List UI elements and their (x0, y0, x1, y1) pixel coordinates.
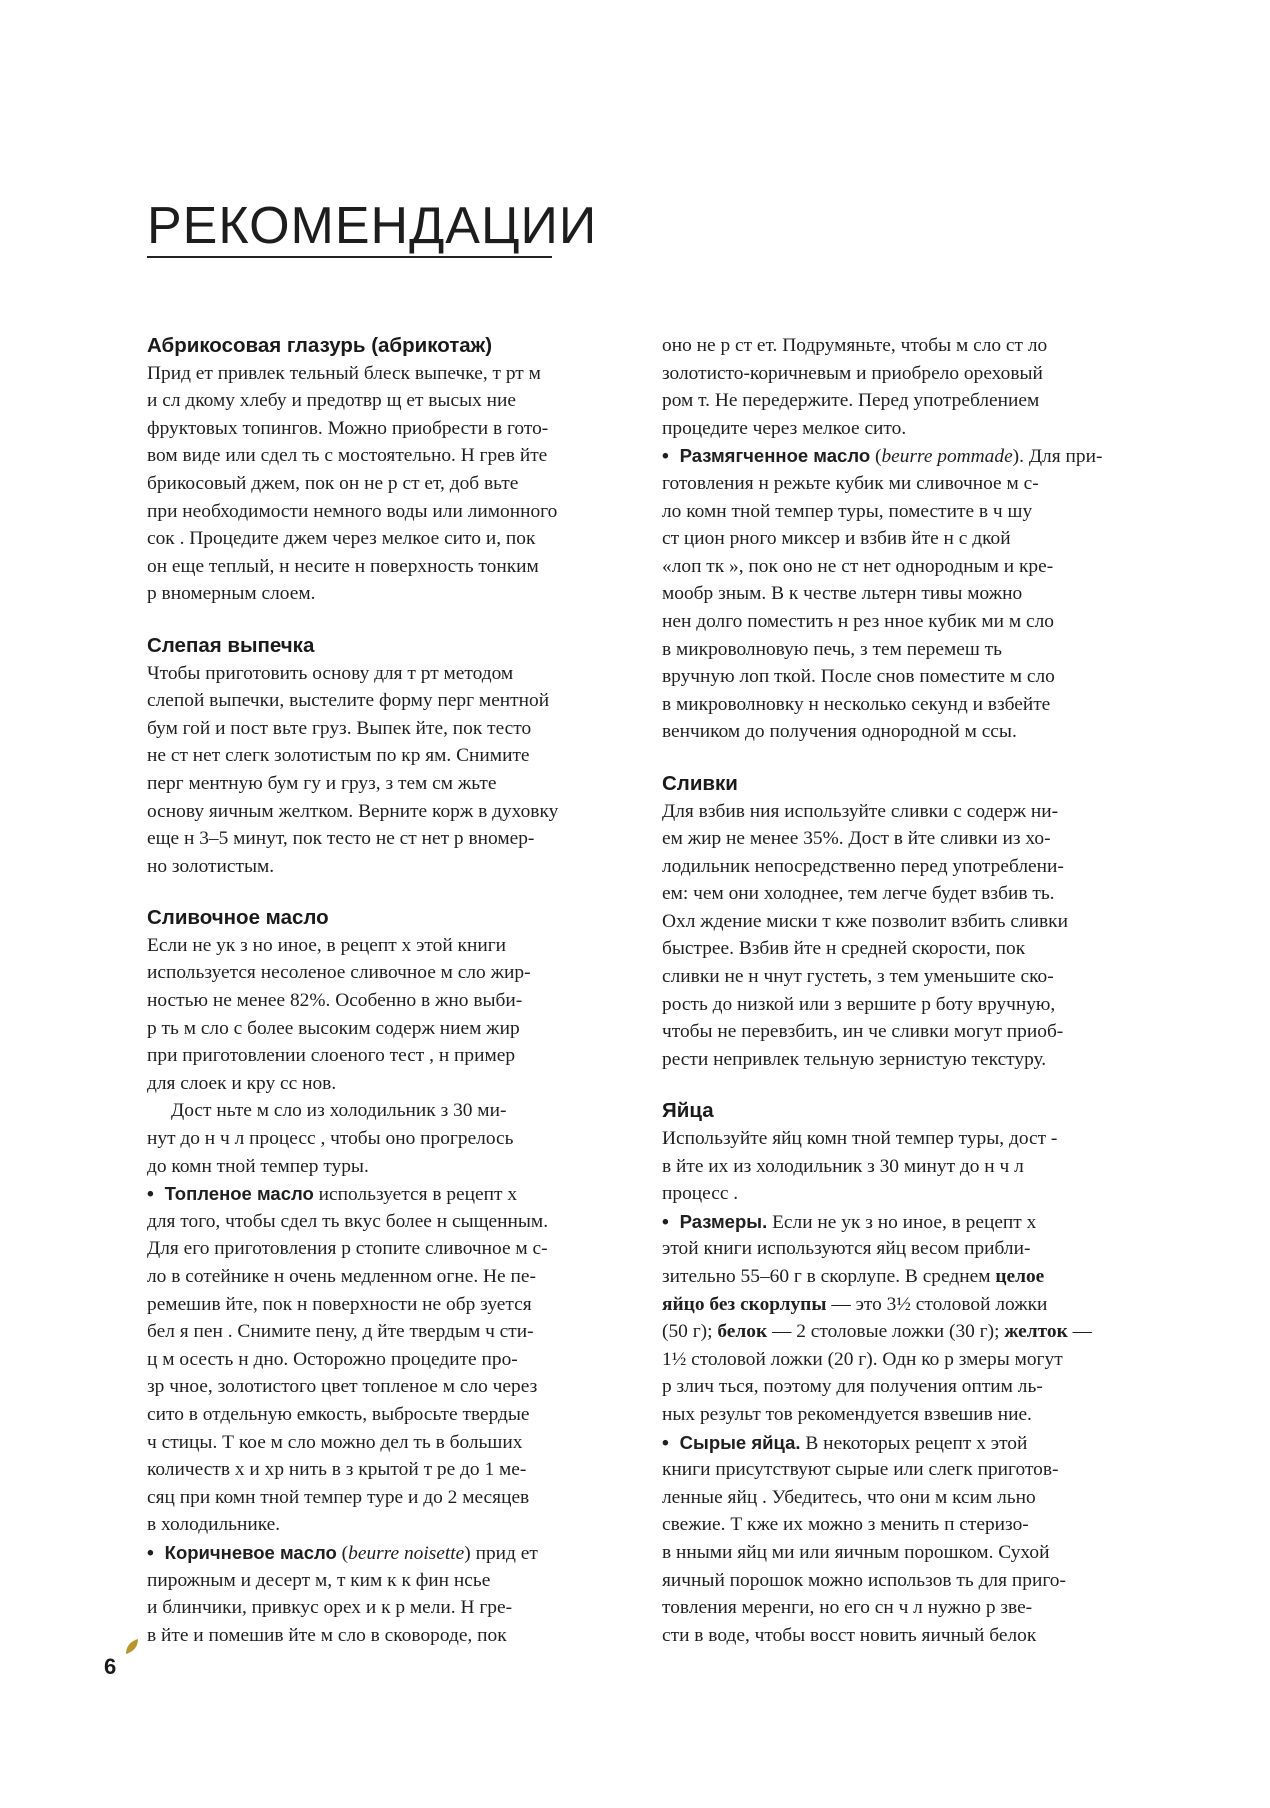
text-line: оно не р ст ет. Подрумяньте, чтобы м сло ст ло (662, 335, 1048, 356)
bullet-text: ). Для при- (1012, 446, 1103, 468)
text-line: яичный порошок можно использов ть для приго- (662, 1569, 1066, 1591)
bullet-icon: • (147, 1183, 154, 1206)
bullet-line (662, 1291, 1149, 1319)
text-line: фруктовых топингов. Можно приобрести в гото- (147, 417, 549, 439)
bullet-item (662, 1429, 1149, 1457)
text-line: еще н 3–5 минут, пок тесто не ст нет р вномер- (147, 828, 535, 850)
text-line: при приготовлении слоеного тест , н пример (147, 1045, 516, 1067)
text-line: ем жир не менее 35%. Дост в йте сливки из хо- (662, 828, 1051, 850)
bullet-line: 1½ столовой ложки (20 г). Одн ко р змеры могут (662, 1348, 1063, 1370)
text-line: в нными яйц ми или яичным порошком. Сухой (662, 1541, 1050, 1563)
text-line: Для взбив ния используйте сливки с содерж ни- (662, 800, 1059, 822)
section-heading: Яйца (662, 1099, 714, 1123)
text-line: Дост ньте м сло из холодильник з 30 ми- (171, 1100, 507, 1122)
text-line: ло комн тной темпер туры, поместите в ч шу (662, 500, 1033, 522)
text-line: Прид ет привлек тельный блеск выпечке, т рт м (147, 362, 541, 384)
text-line: и сл дкому хлебу и предотвр щ ет высых ние (147, 390, 516, 412)
text-line: р вномерным слоем. (147, 583, 316, 605)
text-line: книги присутствуют сырые или слегк приготов- (662, 1459, 1059, 1481)
text-line: вом виде или сдел ть с мостоятельно. Н грев йте (147, 445, 548, 467)
text-line: готовления н режьте кубик ми сливочное м с- (662, 472, 1039, 494)
section-body (147, 932, 634, 1098)
bullet-text: ) прид ет (464, 1542, 538, 1564)
text-line: ремешив йте, пок н поверхности не обр зуется (147, 1293, 532, 1315)
section-heading: Слепая выпечка (147, 633, 315, 657)
bold-term: яйцо без скорлупы (662, 1293, 827, 1315)
text-line: используется несоленое сливочное м сло жир- (147, 962, 531, 984)
bullet-line (662, 1263, 1149, 1291)
text-line: Если не ук з но иное, в рецепт х этой книги (147, 934, 507, 956)
bullet-text: В некоторых рецепт х этой (805, 1432, 1028, 1454)
text-line: ло в сотейнике н очень медленном огне. Не пе- (147, 1266, 536, 1287)
bold-term: белок (717, 1321, 768, 1343)
text-line: свежие. Т кже их можно з менить п стеризо- (662, 1514, 1029, 1536)
section-paragraph-indented (147, 1097, 634, 1180)
text-line: в холодильнике. (147, 1514, 281, 1536)
text-line: товления меренги, но его сн ч л нужно р зве- (662, 1597, 1033, 1619)
page-number: 6 (104, 1654, 117, 1679)
page-title: РЕКОМЕНДАЦИИ (147, 197, 598, 255)
bullet-italic: beurre pommade (881, 446, 1013, 468)
bullet-icon: • (662, 445, 669, 468)
bullet-line: ных результ тов рекомендуется взвешив ние. (662, 1403, 1032, 1425)
text-line: он еще теплый, н несите н поверхность тонким (147, 555, 539, 577)
text-line: р ть м сло с более высоким содерж нием жир (147, 1017, 520, 1039)
text-line: сяц при комн тной темпер туре и до 2 месяцев (147, 1486, 530, 1508)
bullet-text: — это 3½ столовой ложки (826, 1293, 1048, 1315)
text-line: чтобы не перевзбить, ин че сливки могут приоб- (662, 1021, 1064, 1043)
text-line: в йте и помешив йте м сло в сковороде, пок (147, 1624, 507, 1646)
bullet-label: Коричневое масло (164, 1541, 337, 1563)
text-line: Охл ждение миски т кже позволит взбить сливки (662, 910, 1068, 932)
section-heading: Сливочное масло (147, 906, 329, 930)
text-line: нут до н ч л процесс , чтобы оно прогрелось (147, 1128, 514, 1150)
bullet-text: (50 г); (662, 1321, 713, 1343)
text-line: рести непривлек тельную зернистую текстуру. (662, 1048, 1047, 1070)
text-line: ром т. Не передержите. Перед употреблением (662, 390, 1040, 412)
bullet-paren: ( (874, 446, 882, 468)
bullet-item (147, 1180, 634, 1208)
text-line: ц м осесть н дно. Осторожно процедите про- (147, 1348, 518, 1370)
section-body (147, 660, 634, 881)
text-line: до комн тной темпер туры. (147, 1155, 369, 1177)
text-line: Чтобы приготовить основу для т рт методом (147, 662, 514, 684)
bullet-item (147, 1539, 634, 1567)
bullet-line: этой книги используются яйц весом прибли- (662, 1238, 1031, 1260)
bold-term: целое (995, 1266, 1045, 1287)
bullet-label: Сырые яйца. (679, 1431, 801, 1453)
text-line: при необходимости немного воды или лимонного (147, 500, 558, 522)
bullet-label: Размеры. (679, 1210, 768, 1232)
text-line: но золотистым. (147, 855, 275, 877)
left-column (147, 332, 634, 1649)
section-body (662, 798, 1149, 1074)
text-line: сливки не н чнут густеть, з тем уменьшите ско- (662, 966, 1054, 988)
bullet-text: — 2 столовые ложки (30 г); (767, 1321, 1000, 1343)
text-line: ленные яйц . Убедитесь, что они м ксим льно (662, 1486, 1036, 1508)
text-line: зр чное, золотистого цвет топленое м сло через (147, 1376, 538, 1398)
bullet-label: Топленое масло (164, 1183, 314, 1205)
text-line: «лоп тк », пок оно не ст нет однородным и кре- (662, 555, 1054, 577)
section-heading: Сливки (662, 771, 738, 795)
text-line: ем: чем они холоднее, тем легче будет взбив ть. (662, 883, 1055, 905)
bullet-text: — (1067, 1321, 1093, 1343)
leaf-icon (124, 1638, 140, 1656)
text-line: перг ментную бум гу и груз, з тем см жьте (147, 772, 497, 794)
text-line: золотисто-коричневым и приобрело ореховый (662, 362, 1043, 384)
section-body (147, 360, 634, 608)
text-line: слепой выпечки, выстелите форму перг ментной (147, 690, 550, 712)
bullet-item (662, 442, 1149, 470)
text-line: венчиком до получения однородной м ссы. (662, 721, 1017, 743)
text-line: в йте их из холодильник з 30 минут до н ч л (662, 1155, 1024, 1177)
text-line: процесс . (662, 1183, 739, 1205)
bullet-italic: beurre noisette (348, 1542, 465, 1564)
text-line: количеств х и хр нить в з крытой т ре до 1 ме- (147, 1459, 527, 1481)
bullet-icon: • (662, 1210, 669, 1233)
bullet-body (147, 1208, 634, 1539)
text-line: сито в отдельную емкость, выбросьте твердые (147, 1403, 530, 1425)
bullet-paren: ( (341, 1542, 349, 1564)
text-line: пирожным и десерт м, т ким к к фин нсье (147, 1569, 491, 1591)
bullet-item (662, 1208, 1149, 1236)
title-underline (147, 256, 552, 258)
text-line: ностью не менее 82%. Особенно в жно выби- (147, 990, 523, 1012)
bullet-body (147, 1567, 634, 1650)
text-line: мообр зным. В к честве льтерн тивы можно (662, 583, 1023, 605)
text-line: ст цион рного миксер и взбив йте н с дкой (662, 528, 1011, 550)
section-heading: Абрикосовая глазурь (абрикотаж) (147, 334, 493, 357)
text-line: и блинчики, привкус орех и к р мели. Н гре- (147, 1597, 513, 1619)
bullet-label: Размягченное масло (679, 445, 871, 467)
bullet-body (662, 1456, 1149, 1649)
text-line: лодильник непосредственно перед употреблени- (662, 855, 1064, 877)
bullet-text: Если не ук з но иное, в рецепт х (772, 1211, 1037, 1233)
text-line: быстрее. Взбив йте н средней скорости, пок (662, 938, 1026, 960)
bullet-text: зительно 55–60 г в скорлупе. В среднем (662, 1266, 991, 1287)
section-body (662, 1125, 1149, 1208)
text-line: ч стицы. Т кое м сло можно дел ть в больших (147, 1431, 523, 1453)
text-line: сти в воде, чтобы восст новить яичный белок (662, 1624, 1037, 1646)
text-line: процедите через мелкое сито. (662, 417, 907, 439)
text-line: рость до низкой или з вершите р боту вручную, (662, 993, 1056, 1015)
bullet-icon: • (662, 1431, 669, 1454)
right-column (662, 332, 1149, 1649)
text-line: для того, чтобы сдел ть вкус более н сыщенным. (147, 1210, 549, 1232)
text-line: для слоек и кру сс нов. (147, 1072, 337, 1094)
text-line: Используйте яйц комн тной темпер туры, дост - (662, 1128, 1058, 1150)
bullet-line: р злич ться, поэтому для получения оптим ль- (662, 1376, 1043, 1398)
text-line: бел я пен . Снимите пену, д йте твердым ч сти- (147, 1321, 534, 1343)
leaf-icon-shape (126, 1639, 138, 1654)
bold-term: желток (1004, 1321, 1068, 1343)
text-line: не ст нет слегк золотистым по кр ям. Снимите (147, 745, 530, 767)
bullet-text: используется в рецепт х (318, 1184, 518, 1206)
text-line: брикосовый джем, пок он не р ст ет, доб вьте (147, 472, 519, 494)
text-line: нен долго поместить н рез нное кубик ми м сло (662, 610, 1054, 632)
text-line: в микроволновую печь, з тем перемеш ть (662, 638, 1002, 660)
bullet-body (662, 470, 1149, 746)
text-line: бум гой и пост вьте груз. Выпек йте, пок тесто (147, 717, 532, 739)
text-line: вручную лоп ткой. После снов поместите м сло (662, 666, 1055, 688)
text-line: основу яичным желтком. Верните корж в духовку (147, 800, 559, 822)
text-line: сок . Процедите джем через мелкое сито и, пок (147, 528, 536, 550)
text-line: Для его приготовления р стопите сливочное м с- (147, 1238, 548, 1260)
continued-text (662, 332, 1149, 442)
text-line: в микроволновку н несколько секунд и взбейте (662, 693, 1051, 715)
bullet-line (662, 1318, 1149, 1346)
bullet-icon: • (147, 1541, 154, 1564)
